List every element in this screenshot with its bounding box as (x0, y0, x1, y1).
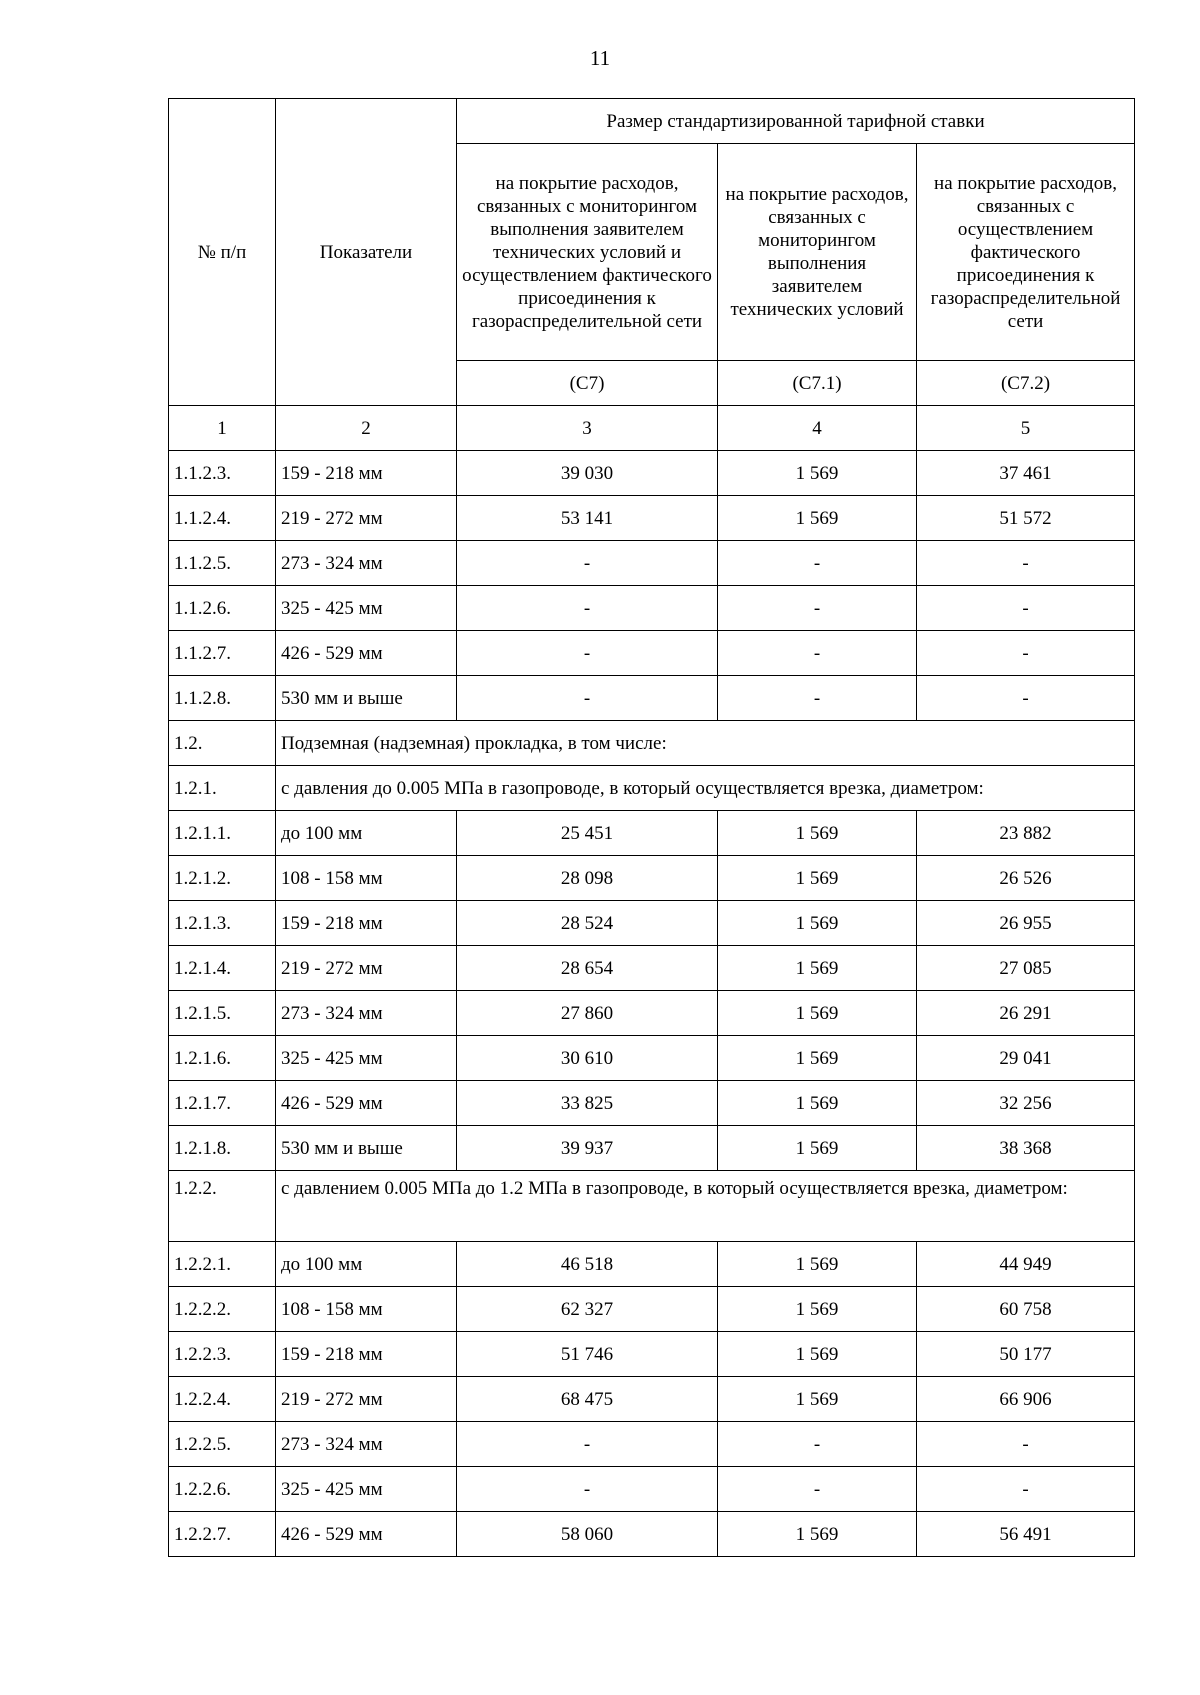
cell-c7-1: 1 569 (718, 1287, 917, 1332)
cell-c7-1: 1 569 (718, 946, 917, 991)
cell-c7-1: 1 569 (718, 1036, 917, 1081)
table-row (169, 676, 1135, 721)
row-number: 1.2.2.5. (169, 1422, 276, 1467)
section-number: 1.2.1. (169, 766, 276, 811)
cell-c7-2: - (917, 541, 1135, 586)
row-number: 1.2.2.4. (169, 1377, 276, 1422)
row-number: 1.2.2.1. (169, 1242, 276, 1287)
cell-c7: 58 060 (457, 1512, 718, 1557)
row-indicator: 219 - 272 мм (276, 1377, 457, 1422)
cell-c7: 28 654 (457, 946, 718, 991)
row-number: 1.2.2.7. (169, 1512, 276, 1557)
table-row (169, 1377, 1135, 1422)
table-row (169, 991, 1135, 1036)
table-row (169, 541, 1135, 586)
row-indicator: 273 - 324 мм (276, 541, 457, 586)
row-number: 1.1.2.6. (169, 586, 276, 631)
row-number: 1.2.1.3. (169, 901, 276, 946)
column-number: 5 (917, 406, 1135, 451)
cell-c7-2: 51 572 (917, 496, 1135, 541)
cell-c7-1: 1 569 (718, 991, 917, 1036)
row-number: 1.2.1.5. (169, 991, 276, 1036)
table-row (169, 496, 1135, 541)
cell-c7-2: - (917, 1467, 1135, 1512)
cell-c7-1: - (718, 631, 917, 676)
table-row (169, 856, 1135, 901)
table-row (169, 586, 1135, 631)
row-indicator: 325 - 425 мм (276, 1036, 457, 1081)
table-header (169, 99, 1135, 406)
cell-c7-2: - (917, 586, 1135, 631)
column-header-c7: на покрытие расходов, связанных с мониторингом выполнения заявителем технических условий и осуществлением фактического присоединения к газораспределительной сети (457, 144, 718, 361)
cell-c7-1: - (718, 1467, 917, 1512)
cell-c7-2: 44 949 (917, 1242, 1135, 1287)
row-indicator: 219 - 272 мм (276, 946, 457, 991)
row-number: 1.2.1.6. (169, 1036, 276, 1081)
cell-c7-1: 1 569 (718, 1242, 917, 1287)
table-row (169, 946, 1135, 991)
cell-c7: 68 475 (457, 1377, 718, 1422)
tariff-table (168, 98, 1135, 1557)
section-title: с давления до 0.005 МПа в газопроводе, в который осуществляется врезка, диаметром: (276, 766, 1135, 811)
column-header-number: № п/п (169, 99, 276, 406)
row-indicator: 325 - 425 мм (276, 586, 457, 631)
table-row (169, 1242, 1135, 1287)
row-indicator: 426 - 529 мм (276, 1512, 457, 1557)
cell-c7-1: - (718, 586, 917, 631)
section-title: с давлением 0.005 МПа до 1.2 МПа в газопроводе, в который осуществляется врезка, диаметром: (276, 1171, 1135, 1242)
cell-c7: 53 141 (457, 496, 718, 541)
row-indicator: 273 - 324 мм (276, 1422, 457, 1467)
row-indicator: 325 - 425 мм (276, 1467, 457, 1512)
table-row (169, 1081, 1135, 1126)
cell-c7-2: 37 461 (917, 451, 1135, 496)
cell-c7: - (457, 586, 718, 631)
cell-c7-2: 27 085 (917, 946, 1135, 991)
column-group-header: Размер стандартизированной тарифной ставки (457, 99, 1135, 144)
cell-c7-2: 32 256 (917, 1081, 1135, 1126)
row-number: 1.2.2.2. (169, 1287, 276, 1332)
column-number: 3 (457, 406, 718, 451)
column-header-indicator: Показатели (276, 99, 457, 406)
row-indicator: 159 - 218 мм (276, 451, 457, 496)
column-code-c7-1: (С7.1) (718, 361, 917, 406)
row-indicator: 108 - 158 мм (276, 856, 457, 901)
cell-c7-1: 1 569 (718, 1126, 917, 1171)
table-row (169, 811, 1135, 856)
table-row (169, 631, 1135, 676)
cell-c7-1: 1 569 (718, 856, 917, 901)
section-title: Подземная (надземная) прокладка, в том числе: (276, 721, 1135, 766)
cell-c7-2: 23 882 (917, 811, 1135, 856)
column-header-c7-2: на покрытие расходов, связанных с осуществлением фактического присоединения к газораспределительной сети (917, 144, 1135, 361)
table-row (169, 1422, 1135, 1467)
row-indicator: 530 мм и выше (276, 676, 457, 721)
page-number: 11 (589, 46, 611, 70)
cell-c7-2: 26 526 (917, 856, 1135, 901)
row-number: 1.1.2.3. (169, 451, 276, 496)
column-numbers-row (169, 406, 1135, 451)
cell-c7-1: 1 569 (718, 901, 917, 946)
cell-c7: 46 518 (457, 1242, 718, 1287)
row-indicator: 273 - 324 мм (276, 991, 457, 1036)
row-indicator: 426 - 529 мм (276, 1081, 457, 1126)
table-row (169, 1287, 1135, 1332)
cell-c7-1: - (718, 676, 917, 721)
cell-c7: 62 327 (457, 1287, 718, 1332)
cell-c7-2: - (917, 1422, 1135, 1467)
cell-c7-1: 1 569 (718, 811, 917, 856)
cell-c7: 39 937 (457, 1126, 718, 1171)
row-number: 1.1.2.4. (169, 496, 276, 541)
cell-c7: 33 825 (457, 1081, 718, 1126)
section-row (169, 1171, 1135, 1242)
table-row (169, 1467, 1135, 1512)
column-number: 4 (718, 406, 917, 451)
table-row (169, 451, 1135, 496)
cell-c7: - (457, 631, 718, 676)
table-row (169, 901, 1135, 946)
cell-c7: 51 746 (457, 1332, 718, 1377)
row-number: 1.1.2.7. (169, 631, 276, 676)
row-number: 1.1.2.5. (169, 541, 276, 586)
row-number: 1.2.1.8. (169, 1126, 276, 1171)
table-row (169, 1036, 1135, 1081)
cell-c7-1: - (718, 541, 917, 586)
row-indicator: 219 - 272 мм (276, 496, 457, 541)
cell-c7: 39 030 (457, 451, 718, 496)
cell-c7-1: - (718, 1422, 917, 1467)
row-number: 1.2.1.7. (169, 1081, 276, 1126)
cell-c7-1: 1 569 (718, 1512, 917, 1557)
cell-c7-2: 38 368 (917, 1126, 1135, 1171)
cell-c7-2: 26 291 (917, 991, 1135, 1036)
cell-c7: - (457, 1467, 718, 1512)
row-indicator: 108 - 158 мм (276, 1287, 457, 1332)
cell-c7: 30 610 (457, 1036, 718, 1081)
section-number: 1.2.2. (169, 1171, 276, 1242)
cell-c7: 28 524 (457, 901, 718, 946)
row-indicator: до 100 мм (276, 1242, 457, 1287)
cell-c7-2: 26 955 (917, 901, 1135, 946)
cell-c7-2: 29 041 (917, 1036, 1135, 1081)
cell-c7: - (457, 676, 718, 721)
row-number: 1.2.1.2. (169, 856, 276, 901)
row-number: 1.2.1.4. (169, 946, 276, 991)
cell-c7: 28 098 (457, 856, 718, 901)
section-number: 1.2. (169, 721, 276, 766)
cell-c7-1: 1 569 (718, 1332, 917, 1377)
row-number: 1.2.1.1. (169, 811, 276, 856)
cell-c7: - (457, 541, 718, 586)
cell-c7-2: - (917, 676, 1135, 721)
row-indicator: 530 мм и выше (276, 1126, 457, 1171)
cell-c7-2: - (917, 631, 1135, 676)
column-header-c7-1: на покрытие расходов, связанных с мониторингом выполнения заявителем технических условий (718, 144, 917, 361)
row-indicator: 159 - 218 мм (276, 1332, 457, 1377)
column-code-c7-2: (С7.2) (917, 361, 1135, 406)
row-indicator: 159 - 218 мм (276, 901, 457, 946)
cell-c7-2: 56 491 (917, 1512, 1135, 1557)
cell-c7-1: 1 569 (718, 1081, 917, 1126)
cell-c7-1: 1 569 (718, 451, 917, 496)
cell-c7: 25 451 (457, 811, 718, 856)
cell-c7-1: 1 569 (718, 496, 917, 541)
cell-c7-2: 66 906 (917, 1377, 1135, 1422)
cell-c7: 27 860 (457, 991, 718, 1036)
row-indicator: 426 - 529 мм (276, 631, 457, 676)
cell-c7: - (457, 1422, 718, 1467)
table-row (169, 1332, 1135, 1377)
row-indicator: до 100 мм (276, 811, 457, 856)
row-number: 1.1.2.8. (169, 676, 276, 721)
table-row (169, 1126, 1135, 1171)
cell-c7-1: 1 569 (718, 1377, 917, 1422)
cell-c7-2: 50 177 (917, 1332, 1135, 1377)
column-number: 1 (169, 406, 276, 451)
cell-c7-2: 60 758 (917, 1287, 1135, 1332)
section-row (169, 721, 1135, 766)
row-number: 1.2.2.3. (169, 1332, 276, 1377)
column-number: 2 (276, 406, 457, 451)
row-number: 1.2.2.6. (169, 1467, 276, 1512)
table-row (169, 1512, 1135, 1557)
section-row (169, 766, 1135, 811)
column-code-c7: (С7) (457, 361, 718, 406)
